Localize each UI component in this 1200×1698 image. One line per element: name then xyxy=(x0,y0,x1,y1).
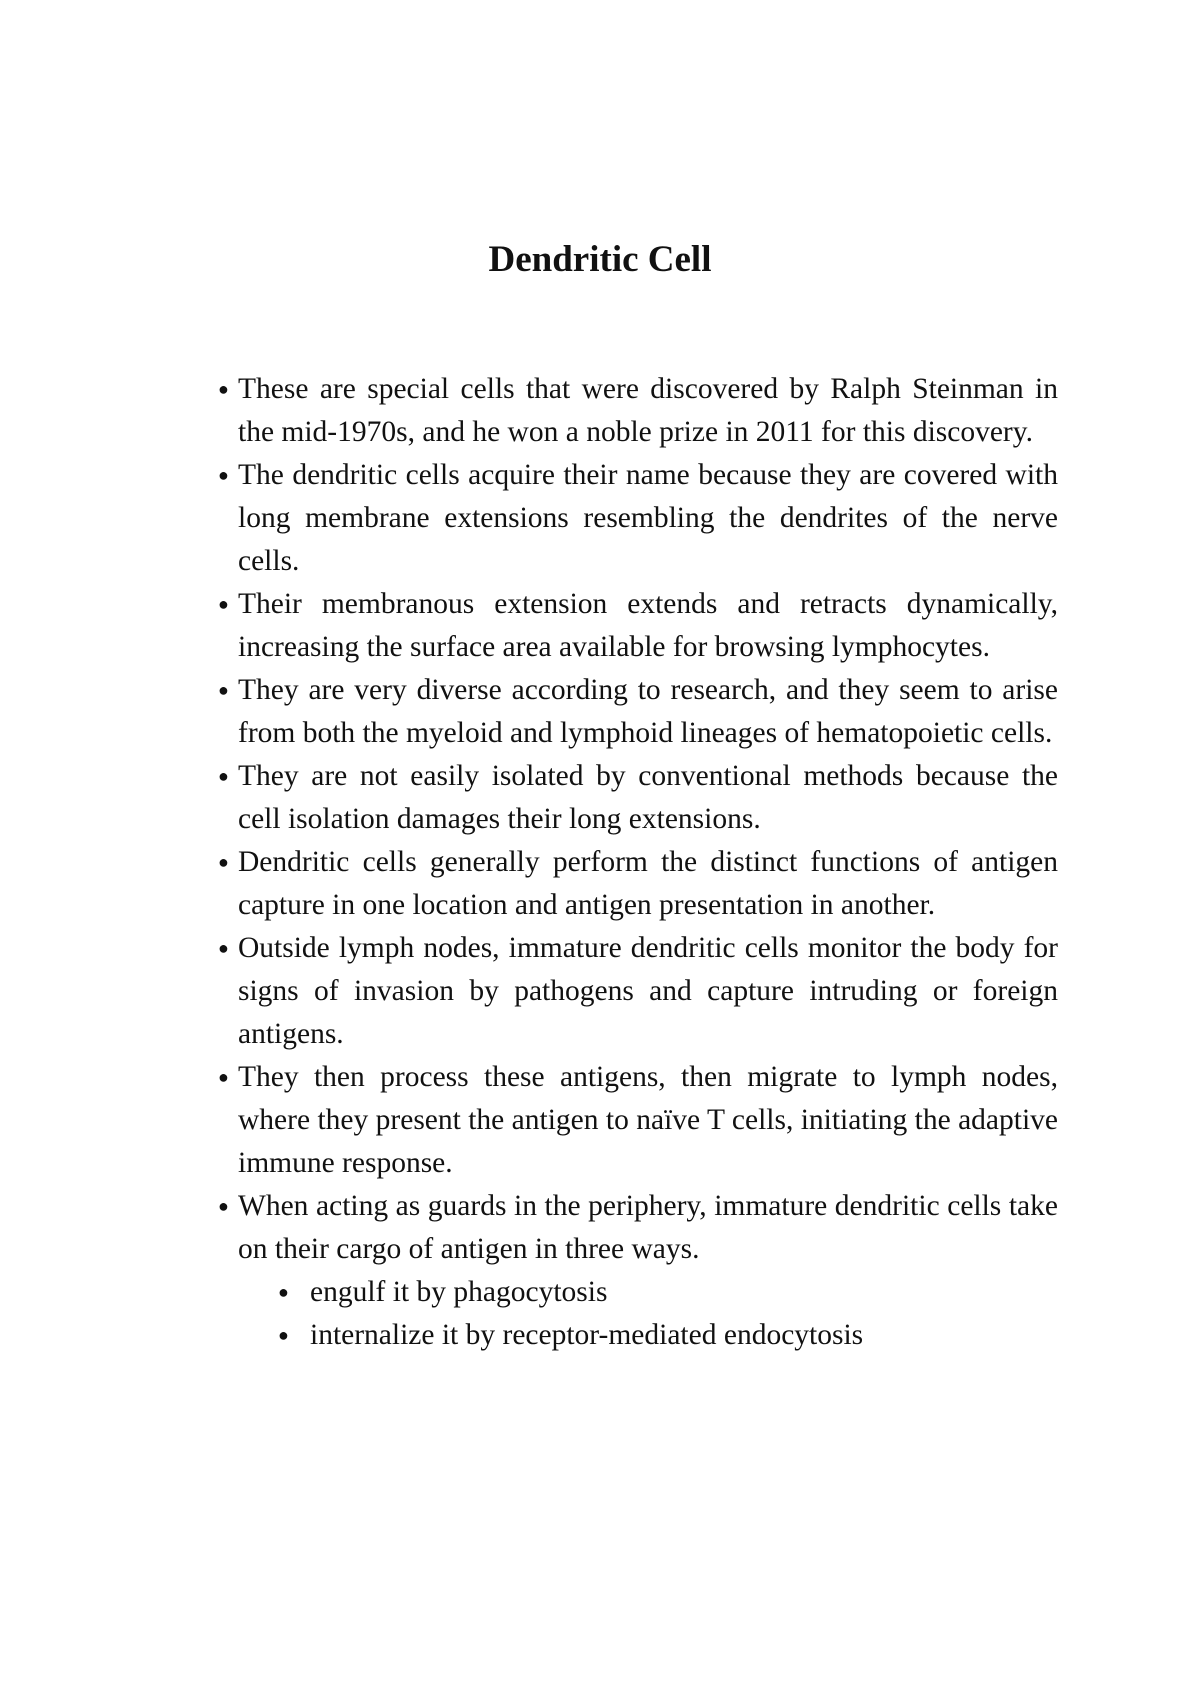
bullet-icon: ● xyxy=(218,1196,229,1216)
list-item xyxy=(200,669,1058,755)
sub-list-item-text: internalize it by receptor-mediated endocytosis xyxy=(310,1319,864,1351)
list-item-text: They are not easily isolated by conventional methods because the cell isolation damages their long extensions. xyxy=(238,760,1058,835)
list-item-text: The dendritic cells acquire their name because they are covered with long membrane extensions resembling the dendrites of the nerve cells. xyxy=(238,459,1058,577)
sub-bullet-list xyxy=(238,1271,1058,1357)
bullet-icon: ● xyxy=(218,1067,229,1087)
list-item-text: Their membranous extension extends and retracts dynamically, increasing the surface area available for browsing lymphocytes. xyxy=(238,588,1058,663)
list-item-text: These are special cells that were discovered by Ralph Steinman in the mid-1970s, and he won a noble prize in 2011 for this discovery. xyxy=(238,373,1058,448)
bullet-icon: ● xyxy=(218,680,229,700)
list-item xyxy=(200,583,1058,669)
list-item-text: When acting as guards in the periphery, immature dendritic cells take on their cargo of antigen in three ways. xyxy=(238,1190,1058,1265)
list-item xyxy=(200,1185,1058,1357)
list-item xyxy=(200,368,1058,454)
sub-list-item: ● engulf it by phagocytosis xyxy=(278,1276,608,1308)
list-item-text: They then process these antigens, then migrate to lymph nodes, where they present the antigen to naïve T cells, initiating the adaptive immune response. xyxy=(238,1061,1058,1179)
bullet-icon: ● xyxy=(218,465,229,485)
bullet-icon: ● xyxy=(218,594,229,614)
list-item-text: Outside lymph nodes, immature dendritic cells monitor the body for signs of invasion by pathogens and capture intruding or foreign antigens. xyxy=(238,932,1058,1050)
bullet-list xyxy=(200,368,1058,1357)
sub-list-item: ● internalize it by receptor-mediated endocytosis xyxy=(278,1319,864,1351)
page-title: Dendritic Cell xyxy=(488,239,712,280)
list-item xyxy=(200,1056,1058,1185)
bullet-icon: ● xyxy=(218,852,229,872)
list-item xyxy=(200,927,1058,1056)
bullet-icon: ● xyxy=(218,766,229,786)
bullet-icon: ● xyxy=(218,379,229,399)
list-item-text: They are very diverse according to research, and they seem to arise from both the myeloid and lymphoid lineages of hematopoietic cells. xyxy=(238,674,1058,749)
list-item xyxy=(200,454,1058,583)
list-item xyxy=(200,755,1058,841)
sub-list-item-text: engulf it by phagocytosis xyxy=(310,1276,608,1308)
bullet-icon: ● xyxy=(218,938,229,958)
list-item-text: Dendritic cells generally perform the distinct functions of antigen capture in one location and antigen presentation in another. xyxy=(238,846,1058,921)
list-item xyxy=(200,841,1058,927)
